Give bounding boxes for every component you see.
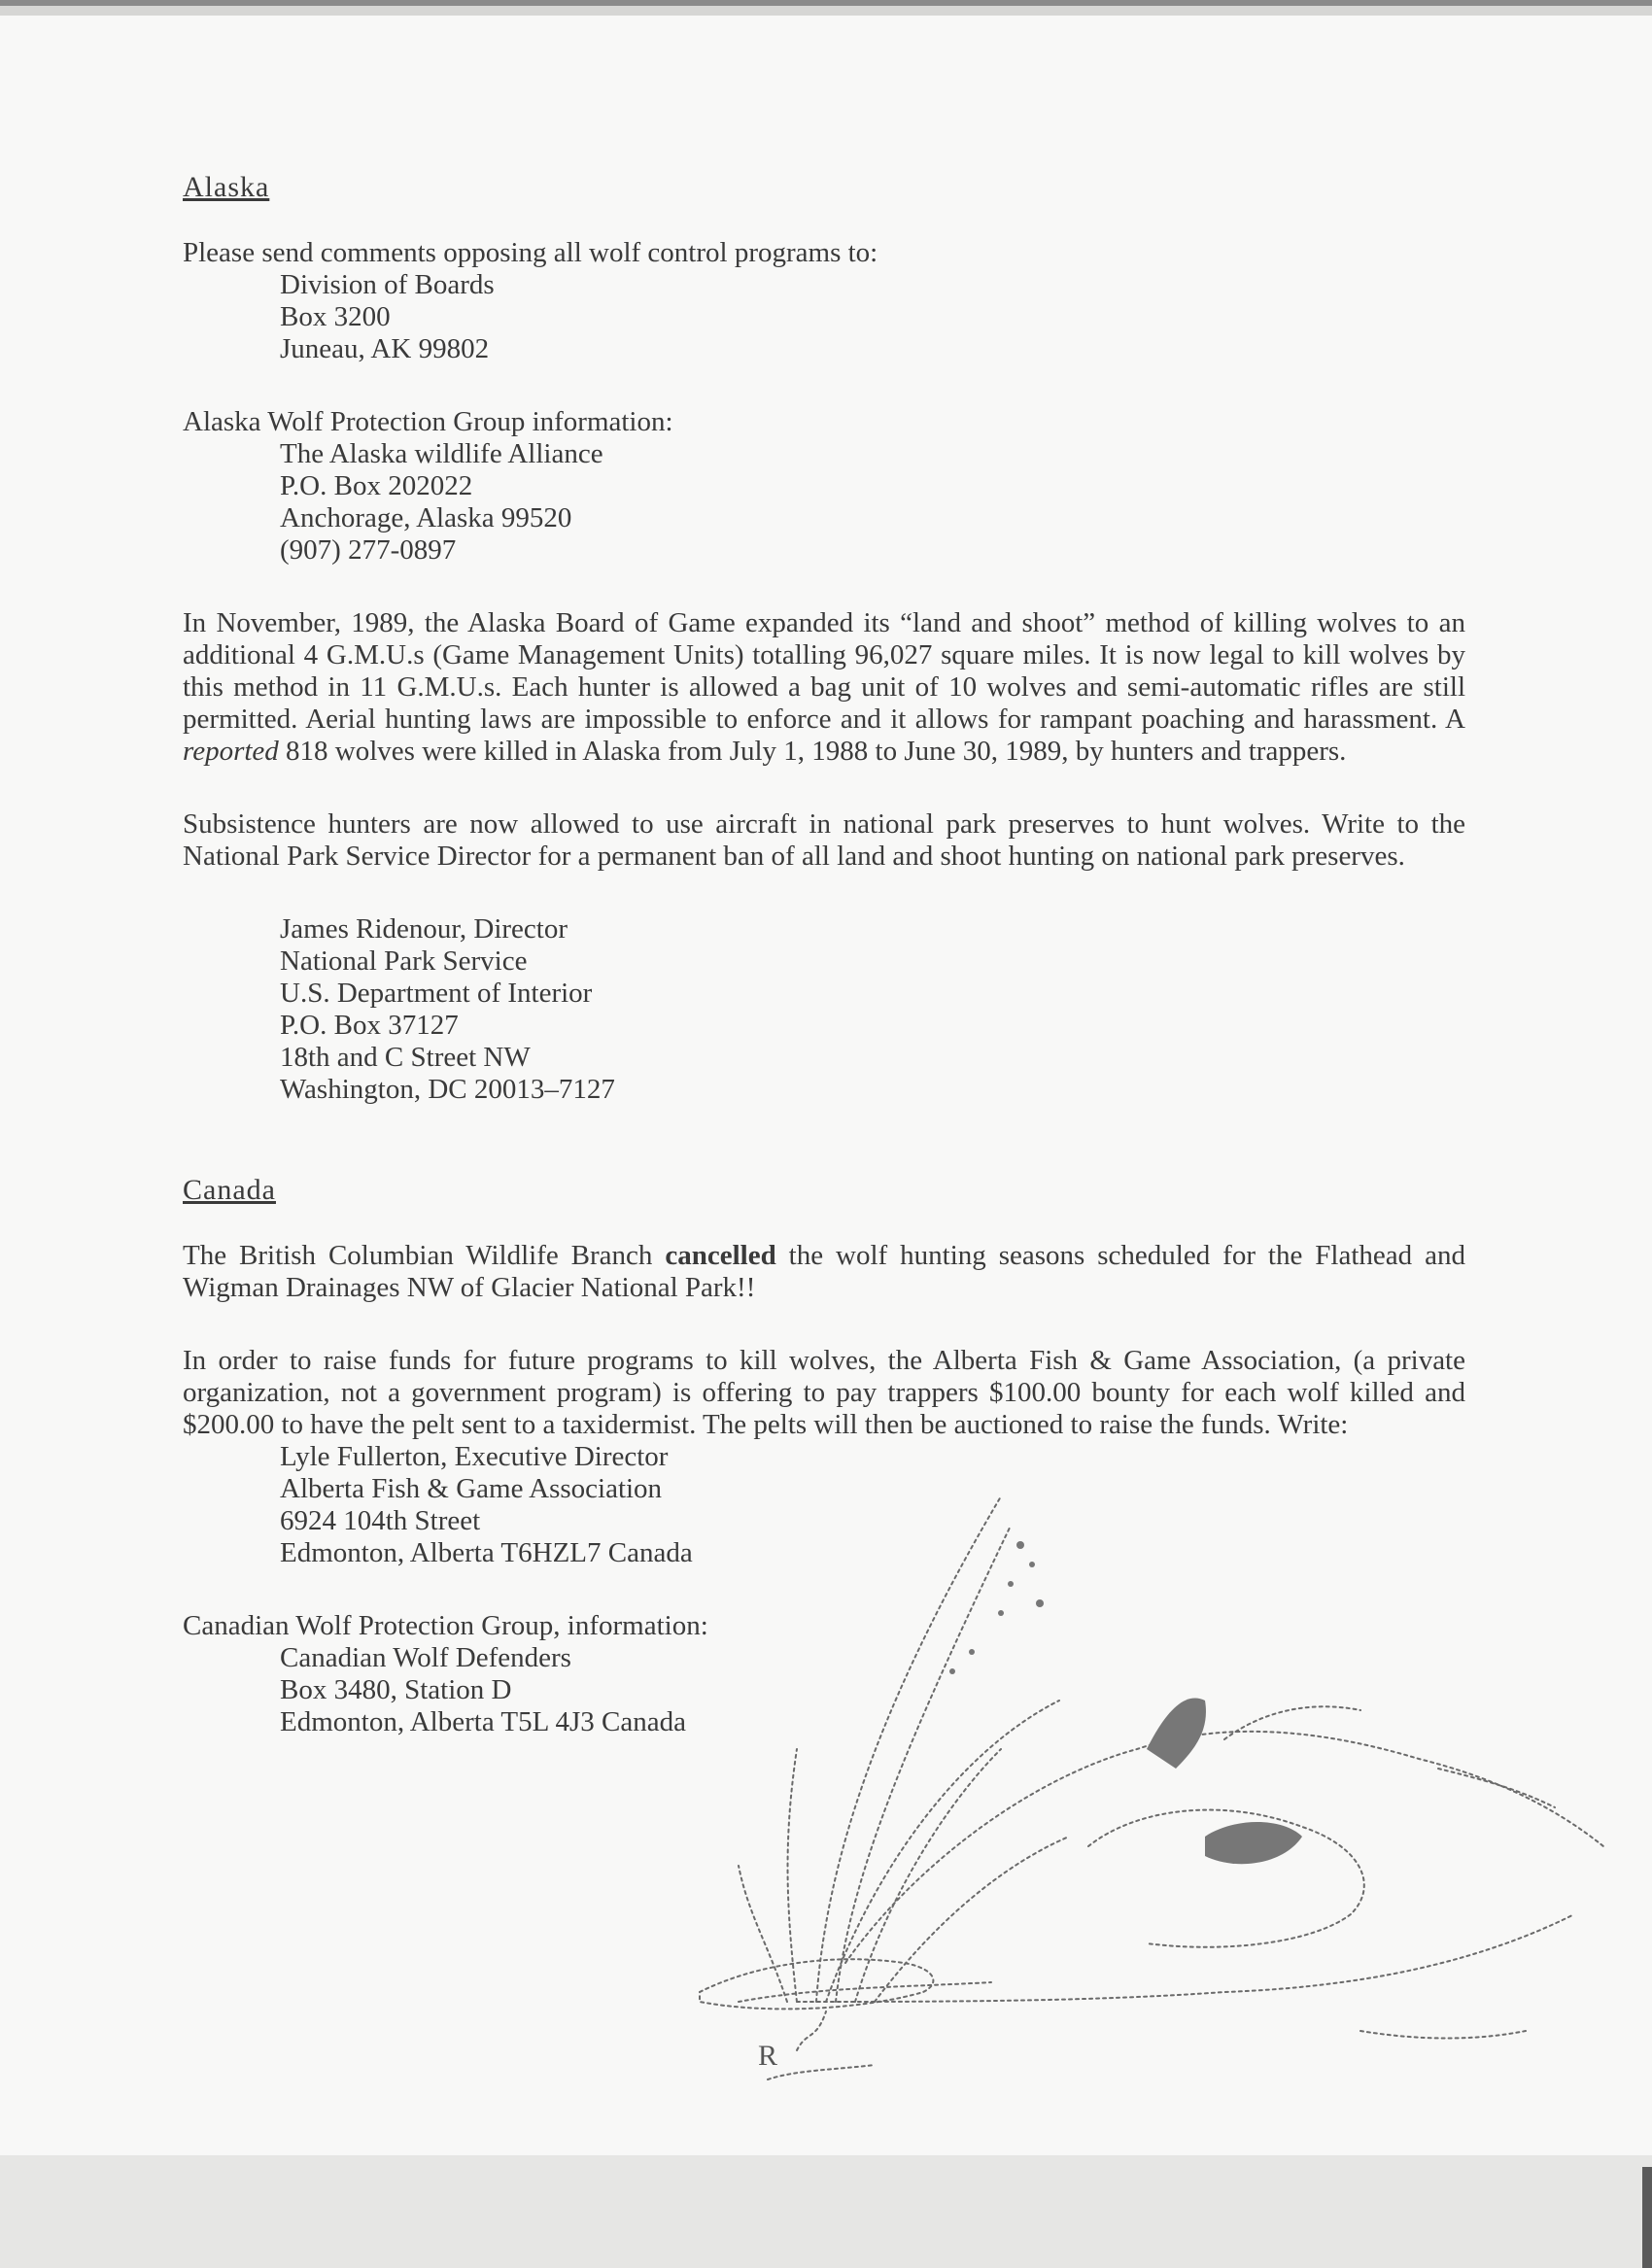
alaska-heading: Alaska: [183, 171, 270, 203]
emphasis-reported: reported: [183, 736, 279, 767]
address-line: Division of Boards: [280, 269, 495, 300]
scan-bottom-margin: [0, 2155, 1652, 2268]
national-park-service-address: [183, 913, 1465, 1106]
grass-seed: [1008, 1581, 1014, 1587]
paragraph-text: In November, 1989, the Alaska Board of Game expanded its “land and shoot” method of killing wolves to an additional 4 G.M.U.s (Game Management Units) totalling 96,027 square miles. It is now legal to kill wolves by this method in 11 G.M.U.s. Each hunter is allowed a bag unit of 10 wolves and semi-automatic rifles are still permitted. Aerial hunting laws are impossible to enforce and it allows for rampant poaching and harassment. A: [183, 607, 1465, 735]
wolf-eye-patch: [1205, 1822, 1302, 1864]
canada-paragraph-bc-wildlife: [183, 1240, 1465, 1304]
address-line: Lyle Fullerton, Executive Director: [280, 1441, 669, 1472]
address-line: (907) 277-0897: [280, 534, 457, 566]
wolf-ear: [1147, 1698, 1206, 1769]
grass-seed: [969, 1649, 975, 1655]
grass-seed: [1029, 1562, 1035, 1567]
canada-heading: Canada: [183, 1174, 276, 1206]
address-line: Alberta Fish & Game Association: [280, 1473, 663, 1504]
ground-grass: [768, 2065, 875, 2079]
grass-stalk: [836, 1526, 1011, 2002]
artist-signature: R: [758, 2040, 778, 2072]
grass-seed: [1016, 1541, 1024, 1549]
address-line: P.O. Box 202022: [280, 470, 473, 501]
address-line: Anchorage, Alaska 99520: [280, 502, 572, 533]
paragraph-text: The British Columbian Wildlife Branch: [183, 1240, 666, 1271]
grass-stalk: [816, 1496, 1001, 2002]
grass-stalk: [875, 1837, 1069, 2002]
alaska-paragraph-subsistence: Subsistence hunters are now allowed to use aircraft in national park preserves to hunt wolves. Write to the National Park Service Director for a permanent ban of all land and shoot hunting on national park preserves.: [183, 808, 1465, 872]
address-line: U.S. Department of Interior: [280, 978, 593, 1009]
canada-paragraph-bounty: In order to raise funds for future programs to kill wolves, the Alberta Fish & Game Association, (a private organization, not a government program) is offering to pay trappers $100.00 bounty for each wolf killed and $200.00 to have the pelt sent to a taxidermist. The pelts will then be auctioned to raise the funds. Write:: [183, 1345, 1465, 1440]
scan-top-shadow: [0, 6, 1652, 16]
scan-corner-edge: [1642, 2167, 1652, 2268]
grass-stalk: [739, 1866, 787, 2002]
address-line: 18th and C Street NW: [280, 1042, 531, 1073]
ground-grass: [797, 2011, 826, 2050]
division-of-boards-address: [183, 269, 1465, 365]
wolf-leg: [739, 1982, 991, 2002]
wolf-fur: [1438, 1769, 1555, 1807]
address-line: Edmonton, Alberta T5L 4J3 Canada: [280, 1706, 687, 1737]
paragraph-text: the wolf hunting seasons scheduled for the Flathead and Wigman Drainages NW of Glacier National Park!!: [183, 1240, 1465, 1303]
sleeping-wolf-illustration: [680, 1458, 1613, 2109]
wolf-fur: [1224, 1706, 1360, 1739]
alaska-group-label: Alaska Wolf Protection Group information:: [183, 406, 673, 437]
ground-grass: [1360, 2031, 1526, 2039]
address-line: Canadian Wolf Defenders: [280, 1642, 571, 1673]
address-line: James Ridenour, Director: [280, 913, 568, 945]
address-line: P.O. Box 37127: [280, 1010, 459, 1041]
grass-stalk: [855, 1749, 1001, 2002]
address-line: The Alaska wildlife Alliance: [280, 438, 603, 469]
alaska-intro: Please send comments opposing all wolf control programs to:: [183, 237, 878, 268]
wolf-belly: [797, 1914, 1574, 2002]
alaska-wildlife-alliance-address: [183, 438, 1465, 567]
grass-seed: [998, 1610, 1004, 1616]
address-line: Washington, DC 20013–7127: [280, 1074, 615, 1105]
canada-group-label: Canadian Wolf Protection Group, information:: [183, 1610, 708, 1641]
emphasis-cancelled: cancelled: [665, 1240, 776, 1271]
address-line: Box 3200: [280, 301, 391, 332]
address-line: Juneau, AK 99802: [280, 333, 490, 364]
paragraph-text: 818 wolves were killed in Alaska from July 1, 1988 to June 30, 1989, by hunters and trappers.: [278, 736, 1347, 767]
grass-stalk: [826, 1701, 1059, 2002]
address-line: National Park Service: [280, 945, 528, 977]
alaska-paragraph-land-and-shoot: [183, 607, 1465, 768]
address-line: Box 3480, Station D: [280, 1674, 512, 1705]
grass-seed: [949, 1668, 955, 1674]
address-line: 6924 104th Street: [280, 1505, 481, 1536]
address-line: Edmonton, Alberta T6HZL7 Canada: [280, 1537, 693, 1568]
grass-seed: [1036, 1599, 1044, 1607]
